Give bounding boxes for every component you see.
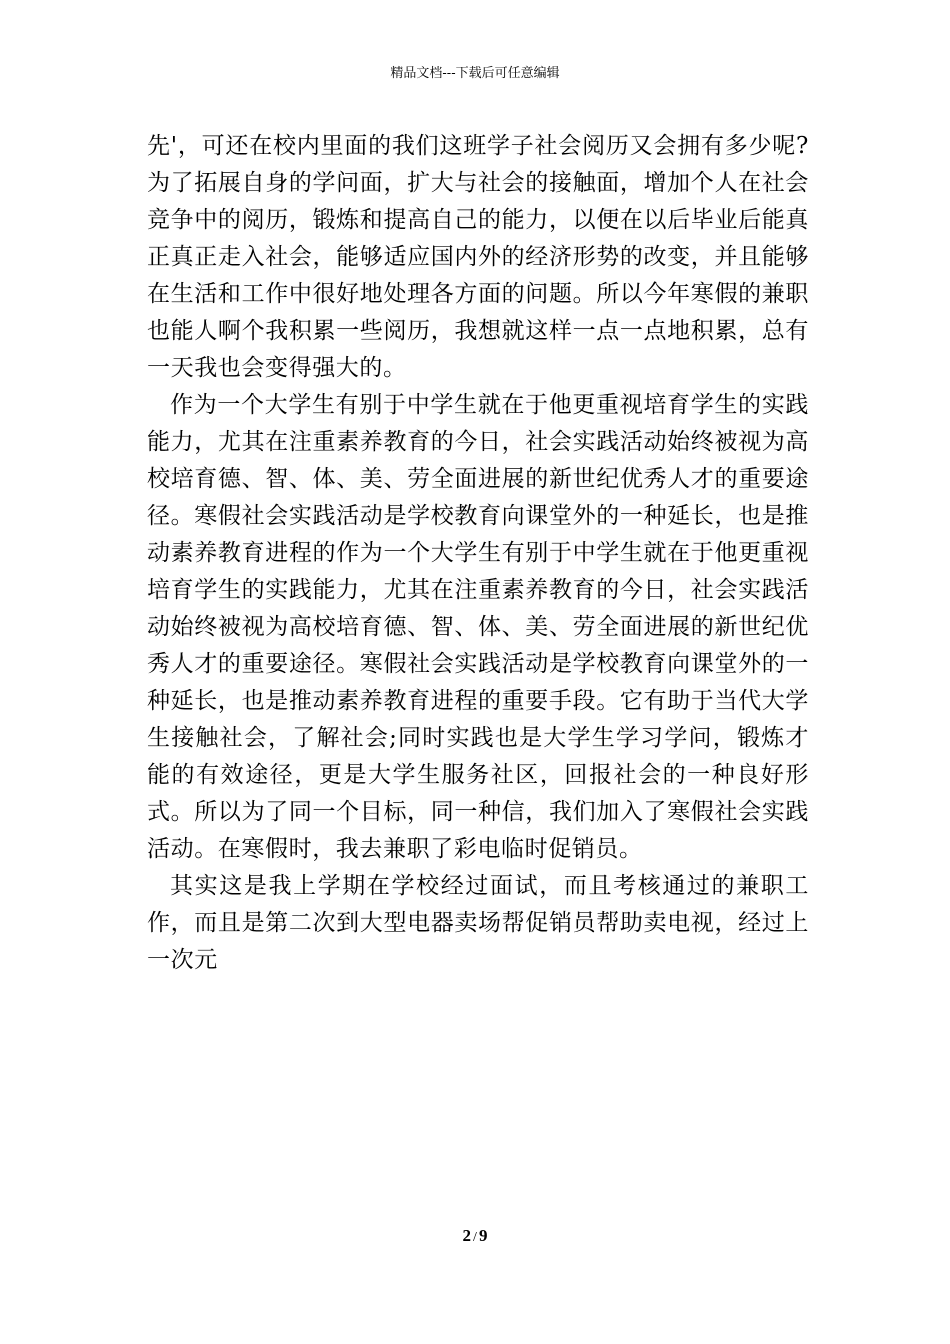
- total-pages: 9: [478, 1226, 488, 1245]
- page-header: 精品文档---下载后可任意编辑: [390, 66, 560, 81]
- page-number: [0, 1226, 950, 1248]
- paragraph-3: 其实这是我上学期在学校经过面试，而且考核通过的兼职工作，而且是第二次到大型电器卖场帮促销员帮助卖电视，经过上一次元: [147, 873, 809, 973]
- current-page: 2: [462, 1226, 472, 1245]
- paragraph-2: 作为一个大学生有别于中学生就在于他更重视培育学生的实践能力，尤其在注重素养教育的今日，社会实践活动始终被视为高校培育德、智、体、美、劳全面进展的新世纪优秀人才的重要途径。寒假社会实践活动是学校教育向课堂外的一种延长，也是推动素养教育进程的作为一个大学生有别于中学生就在于他更重视培育学生的实践能力，尤其在注重素养教育的今日，社会实践活动始终被视为高校培育德、智、体、美、劳全面进展的新世纪优秀人才的重要途径。寒假社会实践活动是学校教育向课堂外的一种延长，也是推动素养教育进程的重要手段。它有助于当代大学生接触社会，了解社会;同时实践也是大学生学习学问，锻炼才能的有效途径，更是大学生服务社区，回报社会的一种良好形式。所以为了同一个目标，同一种信，我们加入了寒假社会实践活动。在寒假时，我去兼职了彩电临时促销员。: [147, 392, 809, 862]
- paragraph-1: 先'，可还在校内里面的我们这班学子社会阅历又会拥有多少呢?为了拓展自身的学问面，扩大与社会的接触面，增加个人在社会竞争中的阅历，锻炼和提高自己的能力，以便在以后毕业后能真正真正走入社会，能够适应国内外的经济形势的改变，并且能够在生活和工作中很好地处理各方面的问题。所以今年寒假的兼职也能人啊个我积累一些阅历，我想就这样一点一点地积累，总有一天我也会变得强大的。: [147, 133, 809, 381]
- document-body: [147, 128, 809, 979]
- page-separator: /: [473, 1230, 477, 1245]
